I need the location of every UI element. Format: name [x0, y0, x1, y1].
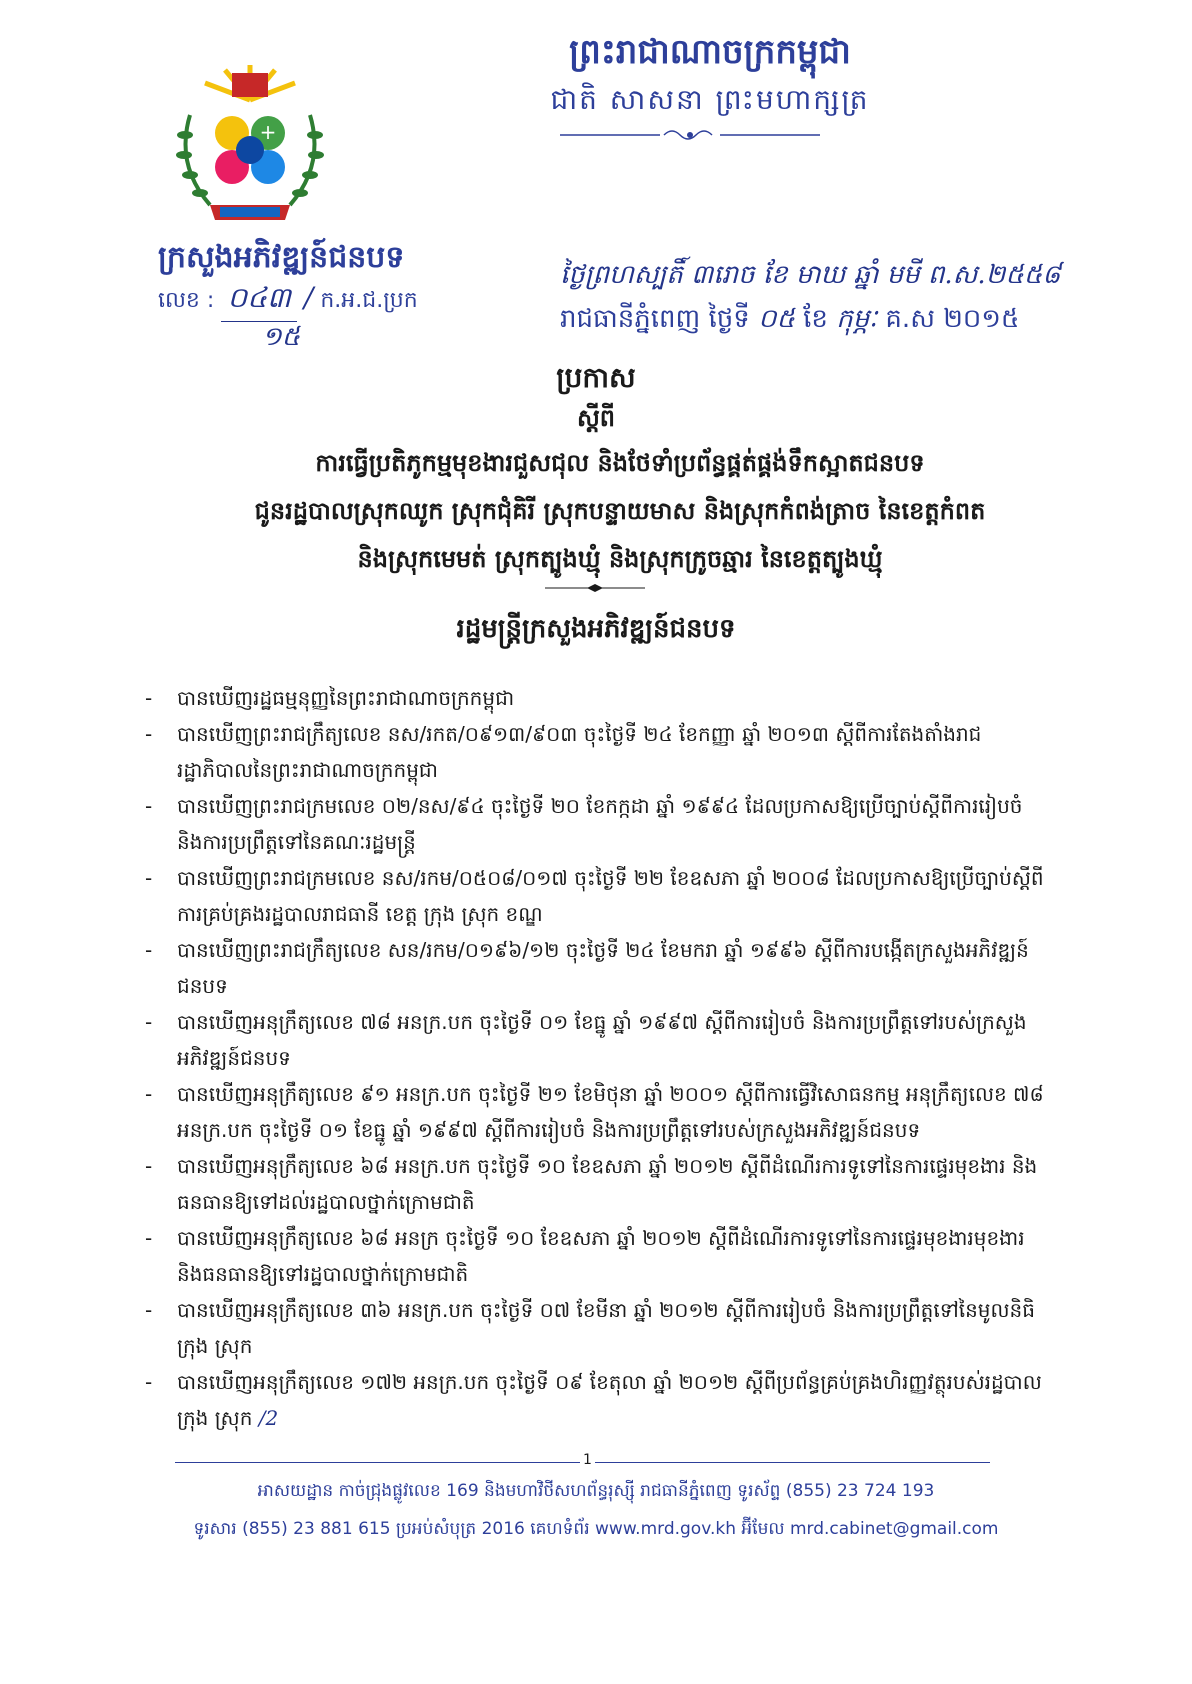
date-month-label: ខែ	[803, 304, 828, 334]
subject-line-2: ជូនរដ្ឋបាលស្រុកឈូក ស្រុកជុំគិរី ស្រុកបន្ទាយមាស និងស្រុកកំពង់ត្រាច នៃខេត្តកំពត	[254, 497, 986, 525]
list-item: - បានឃើញរដ្ឋធម្មនុញ្ញនៃព្រះរាជាណាចក្រកម្ពុជា	[145, 680, 1045, 716]
date-prefix: រាជធានីភ្នំពេញ ថ្ងៃទី	[560, 304, 750, 334]
list-item-text: បានឃើញអនុក្រឹត្យលេខ ១៧២ អនក្រ.បក ចុះថ្ងៃទី ០៩ ខែតុលា ឆ្នាំ ២០១២ ស្តីពីប្រព័ន្ធគ្រប់គ្រងហិរញ្ញវត្ថុរបស់រដ្ឋបាល ក្រុង ស្រុក	[177, 1370, 1042, 1430]
list-item: - បានឃើញអនុក្រឹត្យលេខ ៦៨ អនក្រ.បក ចុះថ្ងៃទី ១០ ខែឧសភា ឆ្នាំ ២០១២ ស្តីពីដំណើរការទូទៅនៃការផ្ទេរមុខងារ និងធនធានឱ្យទៅដល់រដ្ឋបាលថ្នាក់ក្រោមជាតិ	[145, 1148, 1045, 1220]
list-item: - បានឃើញអនុក្រឹត្យលេខ ៣៦ អនក្រ.បក ចុះថ្ងៃទី ០៧ ខែមីនា ឆ្នាំ ២០១២ ស្តីពីការរៀបចំ និងការប្រព្រឹត្តទៅនៃមូលនិធិក្រុង ស្រុក	[145, 1292, 1045, 1364]
ref-label: លេខ :	[158, 288, 215, 313]
ref-number: ០៤៣	[221, 280, 297, 322]
document-type: ប្រកាស	[556, 361, 636, 394]
national-motto: ជាតិ សាសនា ព្រះមហាក្សត្រ	[550, 83, 870, 116]
list-item: - បានឃើញអនុក្រឹត្យលេខ ៩១ អនក្រ.បក ចុះថ្ងៃទី ២១ ខែមិថុនា ឆ្នាំ ២០០១ ស្តីពីការធ្វើវិសោធនកម្ម អនុក្រឹត្យលេខ ៧៨ អនក្រ.បក ចុះថ្ងៃទី ០១ ខែធ្នូ ឆ្នាំ ១៩៩៧ ស្តីពីការរៀបចំ និងការប្រព្រឹត្តទៅរបស់ក្រសួងអភិវឌ្ឍន៍ជនបទ	[145, 1076, 1045, 1148]
subject-line-3: និងស្រុកមេមត់ ស្រុកត្បូងឃ្មុំ និងស្រុកក្រូចឆ្មារ នៃខេត្តត្បូងឃ្មុំ	[357, 545, 883, 573]
page-continuation-mark: /2	[258, 1406, 279, 1430]
legal-basis-list	[145, 680, 1045, 1436]
date-day: ០៥	[758, 304, 795, 334]
lunar-date: ថ្ងៃព្រហស្បតិ៍ ៣រោច ខែ មាឃ ឆ្នាំ មមី ព.ស.២៥៥៨	[560, 260, 1061, 290]
list-item: - បានឃើញព្រះរាជក្រឹត្យលេខ សន/រកម/០១៩៦/១២ ចុះថ្ងៃទី ២៤ ខែមករា ឆ្នាំ ១៩៩៦ ស្តីពីការបង្កើតក្រសួងអភិវឌ្ឍន៍ជនបទ	[145, 932, 1045, 1004]
ref-year-suffix: ១៥	[262, 322, 301, 352]
reference-number: លេខ : ០៤៣ / ក.អ.ជ.ប្រក	[158, 280, 418, 322]
date-month: កុម្ភៈ	[836, 304, 878, 334]
about-heading: ស្តីពី	[576, 404, 616, 432]
list-item: - បានឃើញអនុក្រឹត្យលេខ ៦៨ អនក្រ ចុះថ្ងៃទី ១០ ខែឧសភា ឆ្នាំ ២០១២ ស្តីពីដំណើរការទូទៅនៃការផ្ទេរមុខងារមុខងារ និងធនធានឱ្យទៅរដ្ឋបាលថ្នាក់ក្រោមជាតិ	[145, 1220, 1045, 1292]
kingdom-title: ព្រះរាជាណាចក្រកម្ពុជា	[569, 32, 851, 72]
footer-contacts: ទូរសារ (855) 23 881 615 ប្រអប់សំបុត្រ 2016 គេហទំព័រ www.mrd.gov.kh អ៊ីមែល mrd.cabinet@gmail.com	[193, 1519, 999, 1539]
list-item: - បានឃើញព្រះរាជក្រមលេខ នស/រកម/០៥០៨/០១៧ ចុះថ្ងៃទី ២២ ខែឧសភា ឆ្នាំ ២០០៨ ដែលប្រកាសឱ្យប្រើច្បាប់ស្តីពីការគ្រប់គ្រងរដ្ឋបាលរាជធានី ខេត្ត ក្រុង ស្រុក ខណ្ឌ	[145, 860, 1045, 932]
ministry-name: ក្រសួងអភិវឌ្ឍន៍ជនបទ	[158, 240, 405, 275]
svg-text:+: +	[259, 120, 277, 144]
footer-address: អាសយដ្ឋាន កាច់ជ្រុងផ្លូវលេខ 169 និងមហាវិថីសហព័ន្ធរុស្ស៊ី រាជធានីភ្នំពេញ ទូរស័ព្ទ (855) 23 724 193	[257, 1481, 935, 1501]
date-year: គ.ស ២០១៥	[885, 304, 1020, 334]
ref-code: ក.អ.ជ.ប្រក	[320, 288, 418, 313]
list-item: - បានឃើញព្រះរាជក្រឹត្យលេខ នស/រកត/០៩១៣/៩០៣ ចុះថ្ងៃទី ២៤ ខែកញ្ញា ឆ្នាំ ២០១៣ ស្តីពីការតែងតាំងរាជរដ្ឋាភិបាលនៃព្រះរាជាណាចក្រកម្ពុជា	[145, 716, 1045, 788]
list-item: - បានឃើញអនុក្រឹត្យលេខ ៧៨ អនក្រ.បក ចុះថ្ងៃទី ០១ ខែធ្នូ ឆ្នាំ ១៩៩៧ ស្តីពីការរៀបចំ និងការប្រព្រឹត្តទៅរបស់ក្រសួងអភិវឌ្ឍន៍ជនបទ	[145, 1004, 1045, 1076]
ornament-divider-icon	[560, 125, 820, 145]
list-item: - បានឃើញព្រះរាជក្រមលេខ ០២/នស/៩៤ ចុះថ្ងៃទី ២០ ខែកក្កដា ឆ្នាំ ១៩៩៤ ដែលប្រកាសឱ្យប្រើច្បាប់ស្តីពីការរៀបចំ និងការប្រព្រឹត្តទៅនៃគណៈរដ្ឋមន្ត្រី	[145, 788, 1045, 860]
subject-line-1: ការធ្វើប្រតិភូកម្មមុខងារជួសជុល និងថែទាំប្រព័ន្ធផ្គត់ផ្គង់ទឹកស្អាតជនបទ	[315, 449, 925, 477]
ministry-logo-icon	[170, 55, 330, 230]
minister-heading: រដ្ឋមន្ត្រីក្រសួងអភិវឌ្ឍន៍ជនបទ	[456, 614, 736, 644]
solar-date	[560, 302, 1019, 340]
small-ornament-icon	[545, 583, 645, 593]
page-number: 1	[580, 1452, 595, 1468]
list-item	[145, 1364, 1045, 1436]
